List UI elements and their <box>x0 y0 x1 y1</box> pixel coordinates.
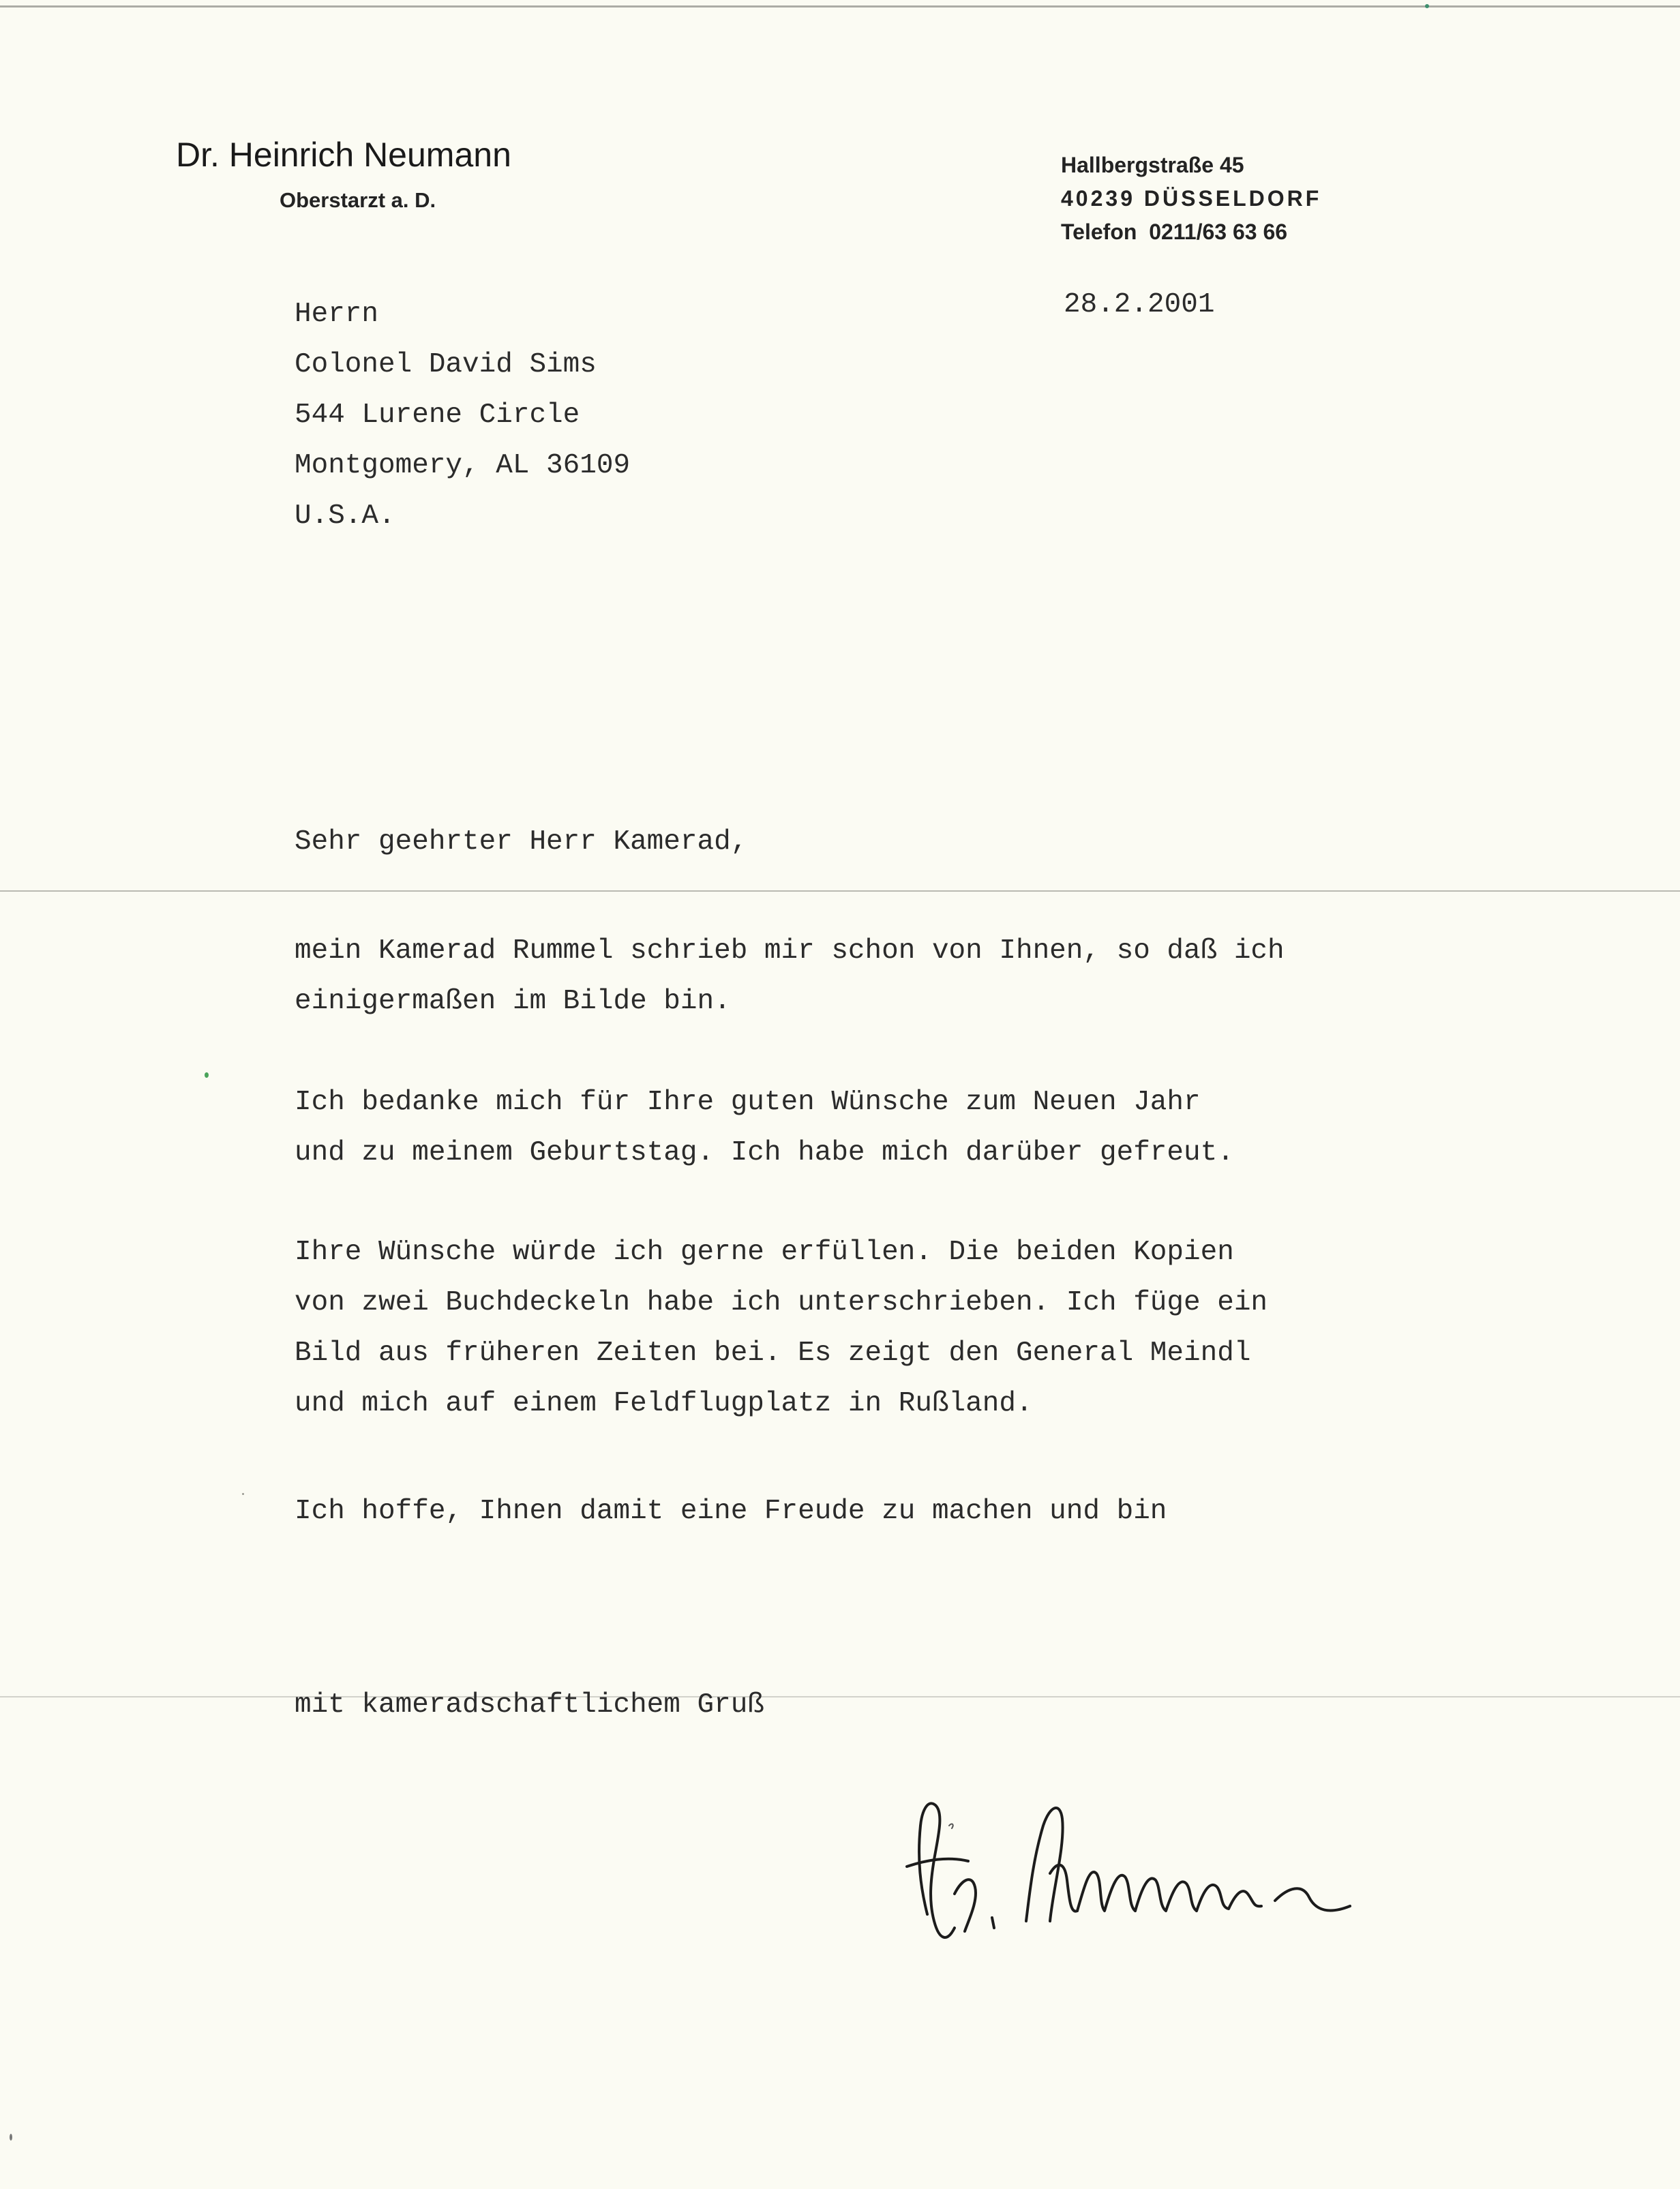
body-line: und zu meinem Geburtstag. Ich habe mich darüber gefreut. <box>295 1137 1234 1168</box>
paper-speck <box>242 1493 244 1495</box>
paragraph-3 <box>295 1227 1268 1429</box>
paragraph-2 <box>295 1077 1234 1178</box>
body-line: Ich hoffe, Ihnen damit eine Freude zu machen und bin <box>295 1496 1167 1527</box>
sender-name: Dr. Heinrich Neumann <box>176 136 511 174</box>
body-line: Bild aus früheren Zeiten bei. Es zeigt den General Meindl <box>295 1338 1251 1369</box>
paragraph-1 <box>295 926 1285 1027</box>
sender-address <box>1061 149 1321 249</box>
body-line: Ihre Wünsche würde ich gerne erfüllen. Die beiden Kopien <box>295 1237 1234 1268</box>
paper-speck <box>1425 4 1429 8</box>
fold-line-upper <box>0 890 1680 892</box>
recipient-line: U.S.A. <box>295 500 395 532</box>
body-line: Ich bedanke mich für Ihre guten Wünsche zum Neuen Jahr <box>295 1087 1201 1118</box>
closing: mit kameradschaftlichem Gruß <box>295 1689 764 1721</box>
body-line: von zwei Buchdeckeln habe ich unterschrieben. Ich füge ein <box>295 1287 1268 1318</box>
letter-date: 28.2.2001 <box>1064 289 1215 320</box>
recipient-line: 544 Lurene Circle <box>295 399 580 431</box>
sender-street: Hallbergstraße 45 <box>1061 153 1244 177</box>
sender-title: Oberstarzt a. D. <box>280 188 436 212</box>
recipient-address <box>295 289 630 541</box>
signature-graphic <box>880 1785 1405 1955</box>
paper-speck <box>10 2134 12 2141</box>
paper-speck <box>205 1072 209 1078</box>
fold-line-lower <box>0 1696 1680 1697</box>
body-line: und mich auf einem Feldflugplatz in Rußland. <box>295 1388 1033 1419</box>
recipient-line: Herrn <box>295 299 379 330</box>
recipient-line: Colonel David Sims <box>295 349 597 380</box>
body-line: einigermaßen im Bilde bin. <box>295 986 731 1017</box>
recipient-line: Montgomery, AL 36109 <box>295 450 631 481</box>
body-line: mein Kamerad Rummel schrieb mir schon von Ihnen, so daß ich <box>295 935 1285 967</box>
paragraph-4 <box>295 1486 1167 1537</box>
salutation: Sehr geehrter Herr Kamerad, <box>295 826 748 858</box>
sender-city: 40239 DÜSSELDORF <box>1061 186 1322 211</box>
sender-phone: Telefon 0211/63 63 66 <box>1061 220 1288 244</box>
